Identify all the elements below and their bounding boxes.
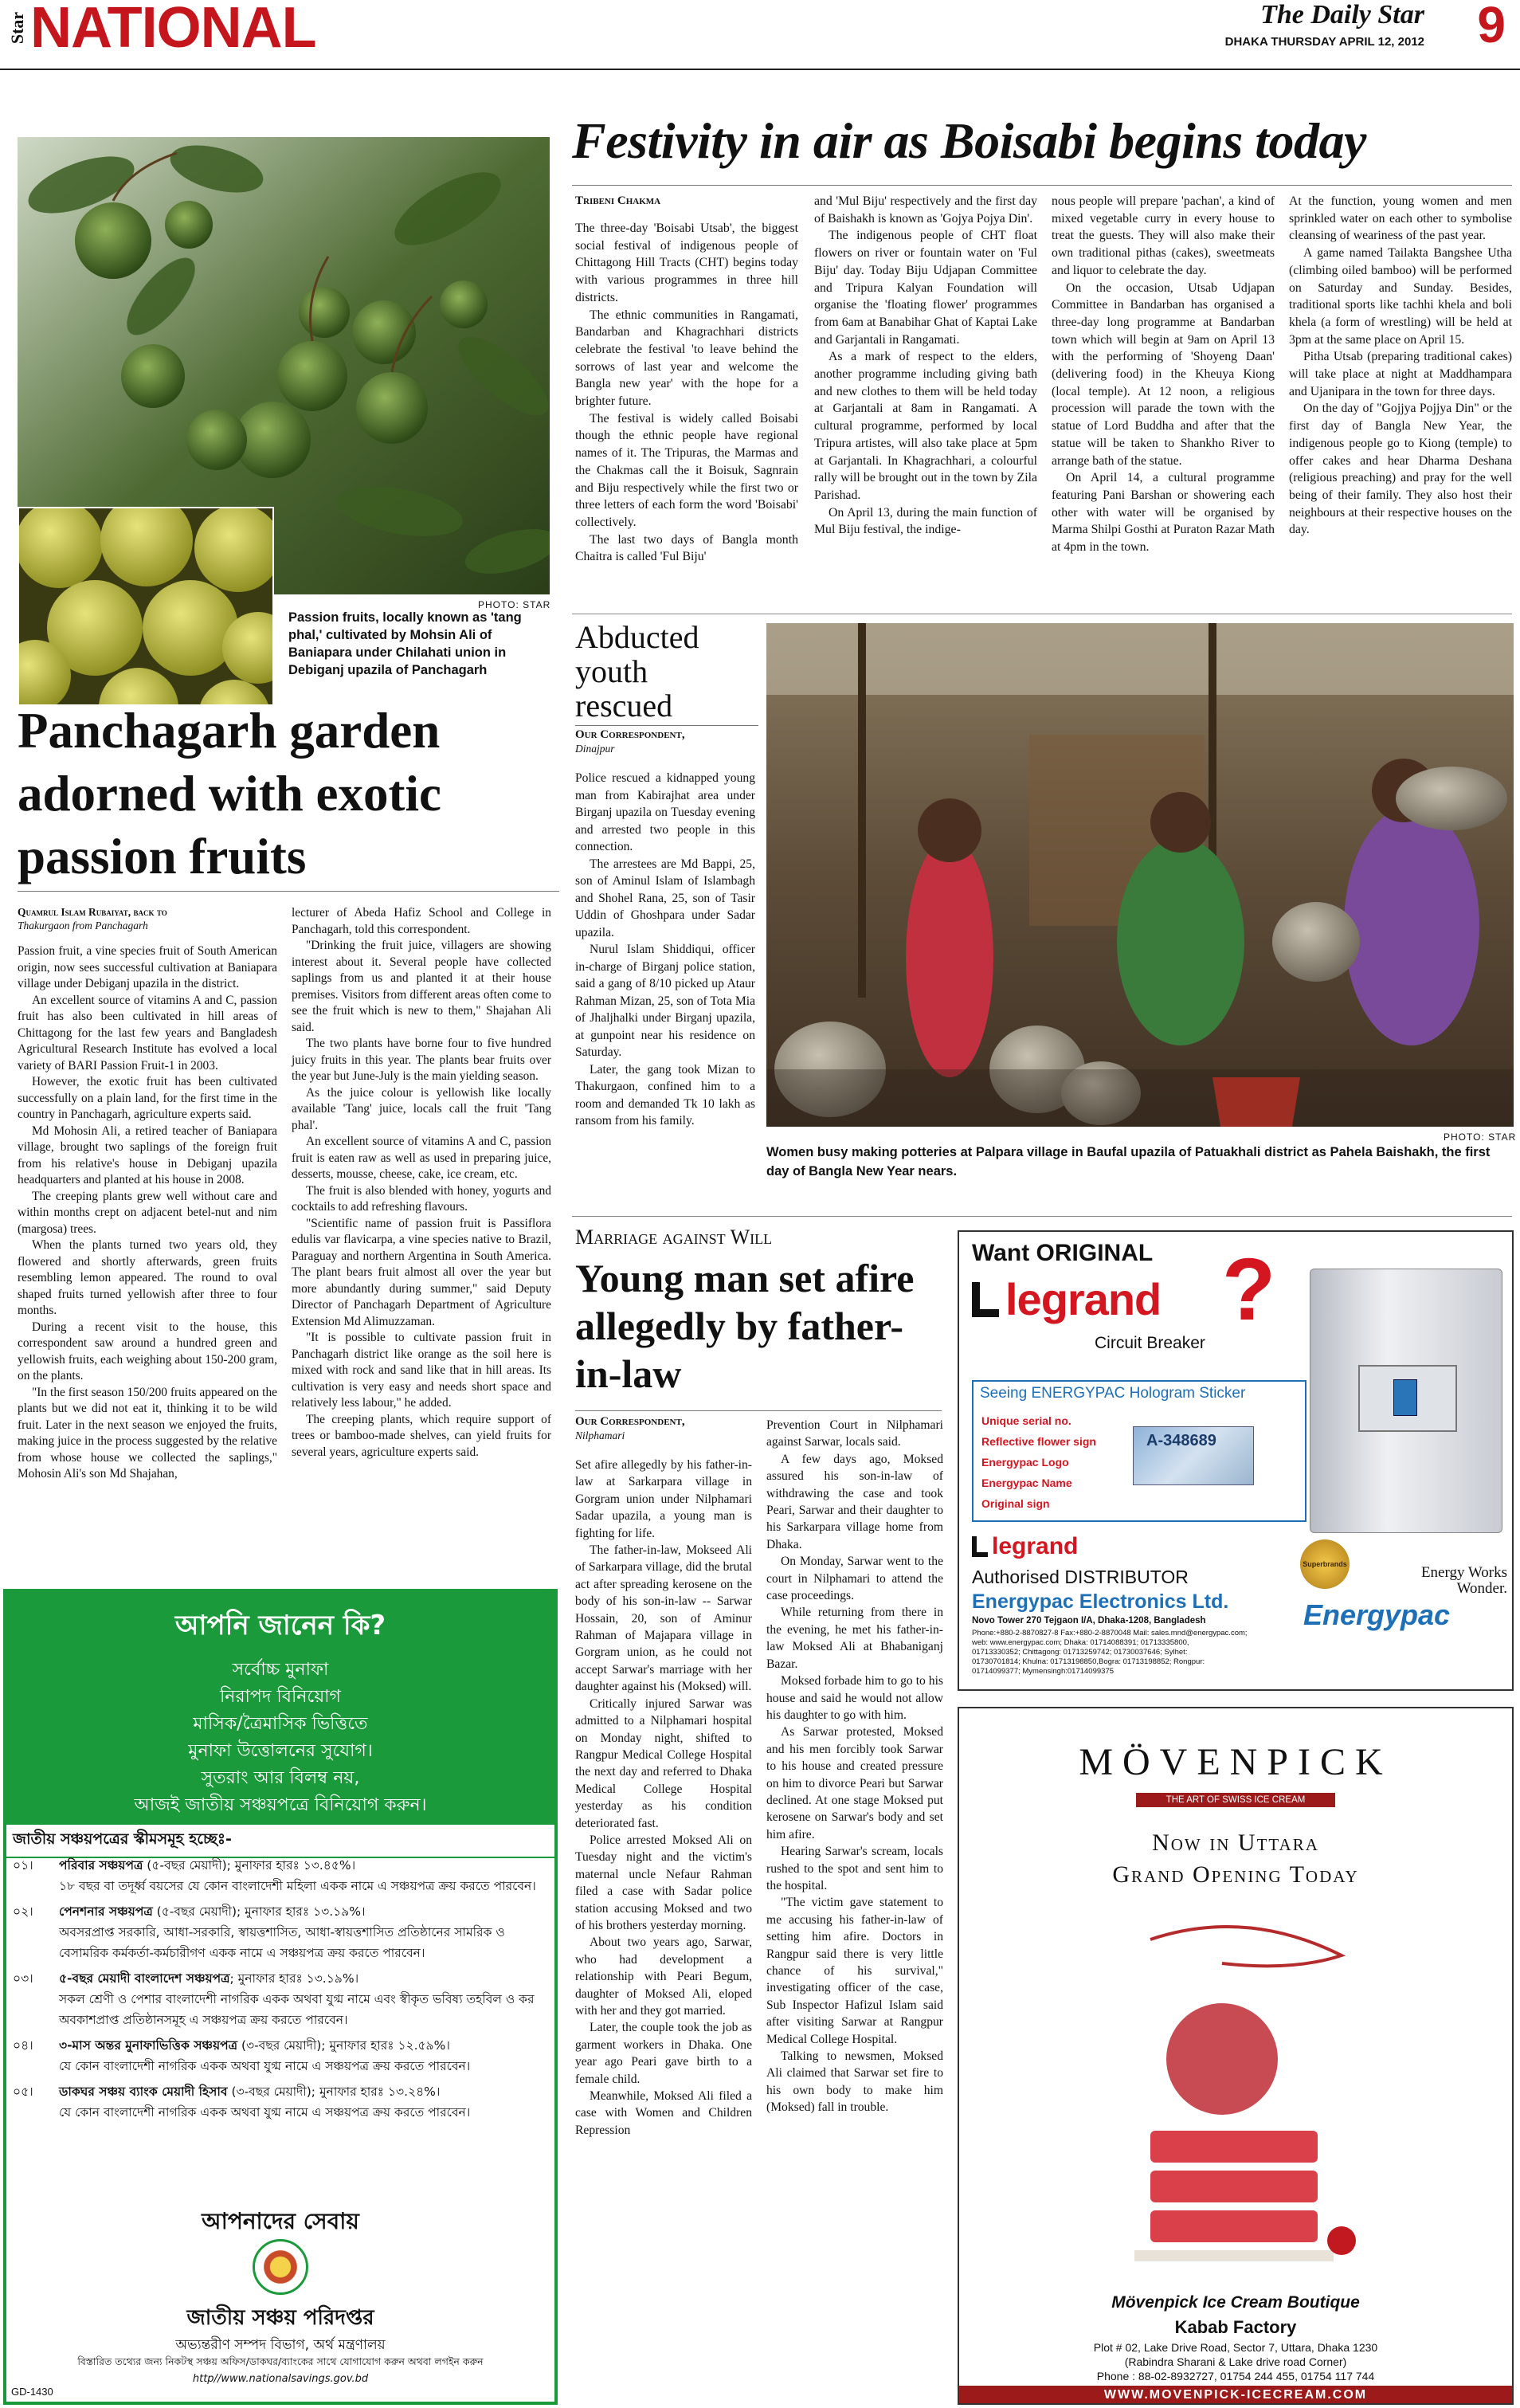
paragraph: Later, the couple took the job as garment workers in Dhaka. One year ago Peari gave birth to a female child. (575, 2021, 752, 2086)
paragraph: "Scientific name of passion fruit is Passiflora edulis var flavicarpa, a vine species native to Brazil, Paraguay and northern Argentina in South America. The plant bears fruit almost all over the year but more abundantly during summer," said Deputy Director of Panchagarh Department of Agriculture Extension Md Alimuzzaman. (292, 1216, 551, 1328)
paragraph: Pitha Utsab (preparing traditional cakes) will take place at night at Maddhampara and Ujanipara in the town for three days. (1289, 350, 1512, 398)
movenpick-tagline: THE ART OF SWISS ICE CREAM (1136, 1793, 1335, 1807)
marriage-byline-name: Our Correspondent, (575, 1415, 685, 1428)
movenpick-address-2: (Rabindra Sharani & Lake drive road Corner) (1124, 2355, 1347, 2368)
paragraph: On April 14, a cultural programme featuring Pani Barshan or showering each other with water will be organised by Marma Shilpi Gosthi at Puraton Razar Math at 4pm in the town. (1052, 471, 1275, 555)
scheme-name: পরিবার সঞ্চয়পত্র (59, 1858, 143, 1873)
check-item: Unique serial no. (981, 1414, 1071, 1427)
contact-line: 01713330352; Chittagong: 01713259742; 01730037646; Sylhet: (972, 1648, 1188, 1657)
check-item: Energypac Name (981, 1477, 1072, 1489)
festivity-col-1 (575, 220, 798, 566)
savings-ministry: অভ্যন্তরীণ সম্পদ বিভাগ, অর্থ মন্ত্রণালয় (175, 2337, 386, 2353)
movenpick-website[interactable]: WWW.MOVENPICK-ICECREAM.COM (959, 2386, 1512, 2405)
paragraph: The fruit is also blended with honey, yogurts and cocktails to add refreshing flavours. (292, 1183, 551, 1214)
paragraph: When the plants turned two years old, they flowered and shortly afterwards, green fruits resembling lemon appeared. The round to oval shaped fruits turned yellowish after three to four months. (18, 1238, 277, 1317)
contact-line: 01730701814; Khulna: 01713198850,Bogra: 01713198852; Rongpur: (972, 1657, 1205, 1666)
legrand-mark-icon (972, 1282, 999, 1317)
paragraph: Hearing Sarwar's scream, locals rushed to the spot and sent him to the hospital. (766, 1845, 943, 1892)
scheme-desc: সকল শ্রেণী ও পেশার বাংলাদেশী নাগরিক একক অথবা যুগ্ম নামে এবং স্বীকৃত ভবিষ্য তহবিল ও কর অবকাশপ্রাপ্ত প্রতিষ্ঠানসমূহ এ সঞ্চয়পত্র ক্রয় করতে পারবেন। (59, 1992, 535, 2027)
paragraph: As a mark of respect to the elders, another programme including giving bath and new clothes to them will be held today at Garjantali at 8am in Rangamati. A cultural programme, performed by local Tripura artistes, will also take place at 5pm at Garjantali. In Khagrachhari, a colourful rally will be brought out in the town by Zila Parishad. (814, 350, 1037, 502)
paragraph: About two years ago, Sarwar, who had development a relationship with Peari Begum, daughter of Moksed Ali, eloped with her and they got married. (575, 1935, 752, 2018)
paragraph: During a recent visit to the house, this correspondent saw around a hundred green and yellowish fruits, each weighing about 150-200 gram, on the plants. (18, 1320, 277, 1382)
paragraph: The three-day 'Boisabi Utsab', the biggest social festival of indigenous people of Chittagong Hill Tracts (CHT) begins today with various programmes in three hill districts. (575, 222, 798, 304)
paragraph: Nurul Islam Shiddiqui, officer in-charge of Birganj police station, said a gang of 8/10 picked up Ataur Rahman Mizan, 25, son of Tota Mia of Jhaljhalki under Birganj upazila, at gunpoint near his residence on Saturday. (575, 943, 755, 1059)
savings-code: GD-1430 (11, 2386, 53, 2398)
distributor-brand: legrand (992, 1533, 1079, 1559)
contact-line: Phone:+880-2-8870827-8 Fax:+880-2-8870048 Mail: sales.mnd@energypac.com; (972, 1629, 1248, 1637)
paragraph: On April 13, during the main function of Mul Biju festival, the indige- (814, 505, 1037, 537)
abducted-byline-place: Dinajpur (575, 743, 615, 755)
savings-service: আপনাদের সেবায় (202, 2208, 359, 2234)
savings-ad-line: নিরাপদ বিনিয়োগ (220, 1687, 341, 1707)
breaker-image (1310, 1269, 1502, 1533)
scheme-term: (৫-বছর মেয়াদী); মুনাফার হারঃ ১৩.৪৫%। (147, 1858, 356, 1873)
paragraph: "The victim gave statement to me accusing his father-in-law of setting him afire. Doctors in Rangpur said there is very little chance of his survival," investigating officer of the case, Sub Inspector Hafizul Islam said after visiting Sarwar at Rangpur Medical College Hospital. (766, 1896, 943, 2046)
side-logo: Star (7, 11, 27, 45)
marriage-byline (575, 1415, 685, 1442)
energypac-logo: Energypac (1303, 1598, 1451, 1631)
savings-ad-line: সুতরাং আর বিলম্ব নয়, (201, 1768, 360, 1788)
scheme-number: ০৫। (13, 2084, 33, 2099)
scheme-name: ডাকঘর সঞ্চয় ব্যাংক মেয়াদী হিসাব (59, 2084, 228, 2099)
movenpick-line-1: Now in Uttara (1152, 1830, 1319, 1856)
festivity-col-2 (814, 193, 1037, 539)
festivity-byline: Tribeni Chakma (575, 194, 661, 207)
scheme-number: ০৩। (13, 1971, 33, 1986)
badge-text: Superbrands (1303, 1560, 1347, 1568)
paragraph: nous people will prepare 'pachan', a kind of mixed vegetable curry in every house to treat the guests. They will also make their own traditional pithas (cakes), sweetmeats and liquor to celebrate the day. (1052, 194, 1275, 277)
passion-byline-name: Quamrul Islam Rubaiyat, back to (18, 906, 167, 918)
paragraph: Later, the gang took Mizan to Thakurgaon, confined him to a room and demanded Tk 10 lakh as ransom from his family. (575, 1062, 755, 1128)
savings-org: জাতীয় সঞ্চয় পরিদপ্তর (186, 2306, 374, 2330)
savings-ad-line: মাসিক/ত্রৈমাসিক ভিত্তিতে (193, 1714, 368, 1734)
paragraph: and 'Mul Biju' respectively and the first day of Baishakh is known as 'Gojya Pojya Din'. (814, 194, 1037, 226)
masthead-rule (0, 69, 1520, 70)
distributor-address: Novo Tower 270 Tejgaon I/A, Dhaka-1208, Bangladesh (972, 1616, 1206, 1626)
savings-url[interactable]: http//www.nationalsavings.gov.bd (192, 2373, 369, 2385)
paragraph: Critically injured Sarwar was admitted to a Nilphamari hospital on Monday night, shifted to Rangpur Medical College Hospital the next day and referred to Dhaka Medical College Hospital yesterday as his condition deteriorated fast. (575, 1696, 752, 1830)
contact-line: 01714099377; Mymensingh:01714099375 (972, 1667, 1115, 1676)
paragraph: Meanwhile, Moksed Ali filed a case with Women and Children Repression (575, 2089, 752, 2137)
paragraph: Passion fruit, a vine species fruit of South American origin, now sees successful cultivation at Baniapara village under Debiganj upazila in the district. (18, 944, 277, 990)
paragraph: The ethnic communities in Rangamati, Bandarban and Khagrachhari districts celebrate the festival 'to leave behind the sorrows of last year and welcome the Bangla new year' with the hope for a brighter future. (575, 308, 798, 409)
scheme-name: ৩-মাস অন্তর মুনাফাভিত্তিক সঞ্চয়পত্র (59, 2038, 238, 2053)
scheme-term: (৩-বছর মেয়াদী); মুনাফার হারঃ ১২.৫৯%। (241, 2038, 450, 2053)
movenpick-brand: MÖVENPICK (1079, 1741, 1393, 1783)
paragraph: The father-in-law, Mokseed Ali of Sarkarpara village, did the brutal act after spreading kerosene on the body of his son-in-law -- Sarwar Hossain, 20, son of Aminur Rahman of Majapara village in Gorgram union, as he could not accept Sarwar's marriage with her daughter against his (Moksed) will. (575, 1543, 752, 1694)
paragraph: On the day of "Gojjya Pojjya Din" or the first day of Bangla New Year, the indigenous people go to Kiong (temple) to offer cakes and hear Dharma Deshana (religious preaching) and pray for the well being of their family. They also host their neighbours at their respective houses on the day. (1289, 402, 1512, 537)
distributor-logo (972, 1533, 1078, 1560)
section-rule (572, 1216, 1512, 1217)
marriage-byline-place: Nilphamari (575, 1430, 625, 1441)
ice-cream-image (1103, 1908, 1373, 2290)
legrand-question-icon: ? (1222, 1241, 1276, 1339)
paragraph: At the function, young women and men sprinkled water on each other to symbolise cleansing of weariness of the past year. (1289, 194, 1512, 243)
paragraph: A game named Tailakta Bangshee Utha (climbing oiled bamboo) will be performed on Saturday and Sunday. Besides, traditional sports like tachhi khela and boli khela (a form of wrestling) will be held at 3pm at the same place on April 15. (1289, 246, 1512, 347)
paragraph: lecturer of Abeda Hafiz School and College in Panchagarh, told this correspondent. (292, 906, 551, 936)
scheme-item (13, 1968, 548, 2030)
paragraph: The creeping plants grew well without care and within months crept on adjacent betel-nut and nim (margosa) trees. (18, 1189, 277, 1236)
passion-fruit-inset-photo (18, 507, 274, 706)
scheme-name: ৫-বছর মেয়াদী বাংলাদেশ সঞ্চয়পত্র (59, 1971, 230, 1986)
passion-byline (18, 905, 257, 932)
legrand-logo (972, 1273, 1161, 1325)
hologram-serial: A-348689 (1146, 1432, 1216, 1449)
breaker-toggle (1393, 1379, 1417, 1416)
paragraph: However, the exotic fruit has been cultivated successfully on a plain land, for the first time in the country in Panchagarh, agriculture experts said. (18, 1075, 277, 1121)
sticker-title: Seeing ENERGYPAC Hologram Sticker (980, 1385, 1246, 1402)
legrand-product: Circuit Breaker (1095, 1334, 1205, 1352)
masthead (0, 0, 1520, 64)
paper-name: The Daily Star (1260, 0, 1424, 29)
scheme-desc: যে কোন বাংলাদেশী নাগরিক একক অথবা যুগ্ম নামে এ সঞ্চয়পত্র ক্রয় করতে পারবেন। (59, 2059, 471, 2073)
authorised-distributor: Authorised DISTRIBUTOR (972, 1567, 1189, 1587)
scheme-number: ০৪। (13, 2038, 33, 2053)
movenpick-ad (958, 1707, 1514, 2405)
scheme-desc: অবসরপ্রাপ্ত সরকারি, আধা-সরকারি, স্বায়ত্তশাসিত, আধা-স্বায়ত্তশাসিত প্রতিষ্ঠানের সামরিক ও বেসামরিক কর্মকর্তা-কর্মচারীগণ একক নামে এ সঞ্চয়পত্র ক্রয় করতে পারবেন। (59, 1925, 505, 1960)
passion-headline: Panchagarh garden adorned with exotic passion fruits (18, 703, 441, 884)
festivity-col-4 (1289, 193, 1512, 539)
savings-ad-line: আজই জাতীয় সঞ্চয়পত্রে বিনিয়োগ করুন। (134, 1795, 427, 1815)
scheme-item (13, 2081, 548, 2123)
savings-ad-title: আপনি জানেন কি? (174, 1610, 386, 1641)
scheme-item (13, 1855, 548, 1896)
savings-ad-line: মুনাফা উত্তোলনের সুযোগ। (188, 1741, 373, 1761)
paragraph: A few days ago, Moksed assured his son-in-law of withdrawing the case and took Peari, Sarwar and their daughter to his Sarkarpara village home from Dhaka. (766, 1452, 943, 1551)
paragraph: As Sarwar protested, Moksed and his men forcibly took Sarwar to his house and created pressure on him to divorce Peari but Sarwar declined. At one stage Moksed put kerosene on Sarwar's body and set him afire. (766, 1725, 943, 1841)
pottery-photo (766, 623, 1514, 1127)
movenpick-boutique: Mövenpick Ice Cream Boutique (1111, 2293, 1360, 2312)
paragraph: The arrestees are Md Bappi, 25, son of Aminul Islam of Islambagh and Shohel Rana, 25, son of Tasir Uddin of Ghoshpara under Sadar upazila. (575, 857, 755, 939)
section-title: NATIONAL (30, 0, 316, 60)
paragraph: "It is possible to cultivate passion fruit in Panchagarh district like orange as the soil here is mixed with rock and sand like that in hill areas. Its cultivation is very easy and needs short space and relatively less labour," he added. (292, 1331, 551, 1410)
distributor-company: Energypac Electronics Ltd. (972, 1590, 1229, 1613)
hologram-sticker (1133, 1426, 1254, 1485)
paragraph: "In the first season 150/200 fruits appeared on the plants but we did not eat it, thinking it to be wild fruit. Later in the next season we enjoyed the fruits, making juice in the process suggested by the relative from whose house we collected the saplings," Mohosin Ali's son Md Shajahan, (18, 1385, 277, 1480)
pottery-photo-credit: PHOTO: STAR (1444, 1131, 1517, 1143)
festivity-headline: Festivity in air as Boisabi begins today (572, 112, 1366, 169)
passion-byline-place: Thakurgaon from Panchagarh (18, 920, 148, 931)
savings-ad-banner (6, 1592, 554, 1825)
paragraph: Prevention Court in Nilphamari against Sarwar, locals said. (766, 1418, 943, 1449)
scheme-term: (৩-বছর মেয়াদী); মুনাফার হারঃ ১৩.২৪%। (231, 2084, 441, 2099)
abducted-headline: Abducted youth rescued (575, 619, 699, 724)
sticker-box (972, 1380, 1306, 1522)
paragraph: The last two days of Bangla month Chaitra is called 'Ful Biju' (575, 532, 798, 564)
page-number: 9 (1477, 0, 1506, 53)
paragraph: The indigenous people of CHT float flowers on river or fountain water on 'Ful Biju' day. Today Biju Udjapan Committee and Tripura Kalyan Foundation will organise the 'floating flower' programmes from 6am at Banabihar Ghat of Kaptai Lake and Garjantali in Rangamati. (814, 229, 1037, 347)
marriage-rule (575, 1410, 942, 1411)
scheme-item (13, 2035, 548, 2077)
energy-wonder-slogan: Energy Works Wonder. (1420, 1564, 1507, 1597)
scheme-name: পেনশনার সঞ্চয়পত্র (59, 1904, 153, 1919)
schemes-list (13, 1855, 548, 2128)
savings-ad-line: সর্বোচ্চ মুনাফা (232, 1660, 329, 1680)
paragraph: The creeping plants, which require support of trees or bamboo-made shelves, can yield fruits for several years, agriculture experts said. (292, 1412, 551, 1459)
paragraph: Set afire allegedly by his father-in-law at Sarkarpara village in Gorgram union under Nilphamari Sadar upazila, a young man is fighting for life. (575, 1458, 752, 1540)
movenpick-line-2: Grand Opening Today (1112, 1861, 1359, 1888)
movenpick-phone: Phone : 88-02-8932727, 01754 244 455, 01754 117 744 (1096, 2370, 1375, 2383)
passion-rule (18, 891, 559, 892)
contact-line: web: www.energypac.com; Dhaka: 01714088391; 01713335800, (972, 1638, 1189, 1647)
paragraph: Moksed forbade him to go to his house and said he would not allow his daughter to go with him. (766, 1674, 943, 1722)
passion-col-1 (18, 943, 277, 1483)
superbrands-badge (1300, 1539, 1350, 1589)
paragraph: Talking to newsmen, Moksed Ali claimed that Sarwar set fire to his own body to make him (Moksed) fall in trouble. (766, 2049, 943, 2115)
paragraph: Md Mohosin Ali, a retired teacher of Baniapara village, brought two saplings of the foreign fruit from his relative's house in Debiganj upazila headquarters and planted at his house in 2008. (18, 1124, 277, 1186)
legrand-brand: legrand (1005, 1274, 1162, 1324)
schemes-heading: জাতীয় সঞ্চয়পত্রের স্কীমসমূহ হচ্ছেঃ- (6, 1825, 554, 1858)
scheme-number: ০১। (13, 1858, 33, 1873)
pottery-caption: Women busy making potteries at Palpara village in Baufal upazila of Patuakhali district as Pahela Baishakh, the first day of Bangla New Year nears. (766, 1145, 1491, 1179)
marriage-headline: Young man set afire allegedly by father-in-law (575, 1256, 915, 1396)
marriage-kicker: Marriage against Will (575, 1226, 773, 1249)
scheme-term: ; মুনাফার হারঃ ১৩.১৯%। (229, 1971, 359, 1986)
abducted-byline (575, 728, 685, 755)
paragraph: Police rescued a kidnapped young man from Kabirajhat area under Birganj upazila on Tuesday evening and arrested two people in this connection. (575, 771, 755, 853)
festivity-rule (572, 185, 1512, 186)
abducted-byline-name: Our Correspondent, (575, 728, 685, 741)
paragraph: While returning from there in the evening, he met his father-in-law Moksed Ali at Bhabaniganj Bazar. (766, 1606, 943, 1671)
movenpick-factory: Kabab Factory (1174, 2317, 1297, 2337)
legrand-ad (958, 1230, 1514, 1691)
paragraph: The two plants have borne four to five hundred juicy fruits in this year. The plants bear fruits over the year but June-July is the main yielding season. (292, 1037, 551, 1083)
abducted-body (575, 770, 755, 1130)
passion-photo-credit: PHOTO: STAR (478, 599, 551, 610)
passion-col-2 (292, 905, 551, 1461)
scheme-term: (৫-বছর মেয়াদী); মুনাফার হারঃ ১৩.১৯%। (156, 1904, 366, 1919)
savings-note: বিস্তারিত তথ্যের জন্য নিকটস্থ সঞ্চয় অফিস/ডাকঘর/ব্যাংকের সাথে যোগাযোগ করুন অথবা লগইন করুন (77, 2355, 484, 2367)
passion-caption: Passion fruits, locally known as 'tang phal,' cultivated by Mohsin Ali of Baniapara under Chilahati union in Debiganj upazila of Panchagarh (288, 610, 522, 677)
festivity-col-3 (1052, 193, 1275, 556)
scheme-desc: ১৮ বছর বা তদূর্ধ্ব বয়সের যে কোন বাংলাদেশী মহিলা একক নামে এ সঞ্চয়পত্র ক্রয় করতে পারবেন। (59, 1879, 536, 1893)
savings-ad (3, 1589, 558, 2405)
abducted-rule (575, 725, 758, 726)
distributor-contact (972, 1629, 1299, 1677)
check-item: Energypac Logo (981, 1456, 1069, 1469)
savings-emblem-icon (253, 2239, 308, 2295)
paragraph: "Drinking the fruit juice, villagers are showing interest about it. Several people have collected saplings from us and planted it at their house premises. Visitors from different areas often come to see the fruit which is new to them," Shajahan Ali said. (292, 939, 551, 1034)
paragraph: An excellent source of vitamins A and C, passion fruit is eaten raw as well as used in preparing juice, desserts, mousse, cheese, cake, ice cream, etc. (292, 1135, 551, 1181)
sticker-checks (981, 1410, 1096, 1514)
paragraph: As the juice colour is yellowish like locally available 'Tang' juice, locals call the fruit 'Tang phal'. (292, 1085, 551, 1132)
legrand-mark-icon (972, 1536, 988, 1557)
paragraph: On the occasion, Utsab Udjapan Committee in Bandarban has organised a three-day long programme at Bandarban town which will begin at 9am on April 13 with the performing of 'Shoyeng Daan' (delivering food) in the Kheuya Kiong (local temple). At 12 noon, a religious procession will parade the town with the statue of Lord Buddha and after that the statue will be taken to Shankho River to arrange bath of the statue. (1052, 280, 1275, 468)
dateline: DHAKA THURSDAY APRIL 12, 2012 (1224, 35, 1424, 49)
check-item: Original sign (981, 1497, 1050, 1510)
paragraph: An excellent source of vitamins A and C, passion fruit has also been cultivated in hill areas of Chittagong for the last few years and Bangladesh Agricultural Research Institute has evolved a local variety of BARI Passion Fruit-1 in 2003. (18, 993, 277, 1073)
paragraph: The festival is widely called Boisabi though the ethnic people have regional names of it. The Tripuras, the Marmas and the Chakmas call the it Boisuk, Sagnrain and Biju respectively while the first two or three letters of each form the word 'Boisabi' collectively. (575, 411, 798, 529)
scheme-number: ০২। (13, 1904, 33, 1919)
movenpick-address-1: Plot # 02, Lake Drive Road, Sector 7, Uttara, Dhaka 1230 (1093, 2341, 1378, 2354)
legrand-want: Want ORIGINAL (972, 1240, 1154, 1266)
marriage-col-2 (766, 1417, 943, 2116)
paragraph: On Monday, Sarwar went to the court in Nilphamari to attend the case proceedings. (766, 1555, 943, 1603)
scheme-item (13, 1901, 548, 1963)
paragraph: Police arrested Moksed Ali on Tuesday night and the victim's maternal uncle Nefaur Rahman filed a case with Sadar police station accusing Moksed and two of his brothers yesterday morning. (575, 1833, 752, 1932)
marriage-col-1 (575, 1457, 752, 2139)
check-item: Reflective flower sign (981, 1435, 1096, 1448)
scheme-desc: যে কোন বাংলাদেশী নাগরিক একক অথবা যুগ্ম নামে এ সঞ্চয়পত্র ক্রয় করতে পারবেন। (59, 2105, 471, 2120)
